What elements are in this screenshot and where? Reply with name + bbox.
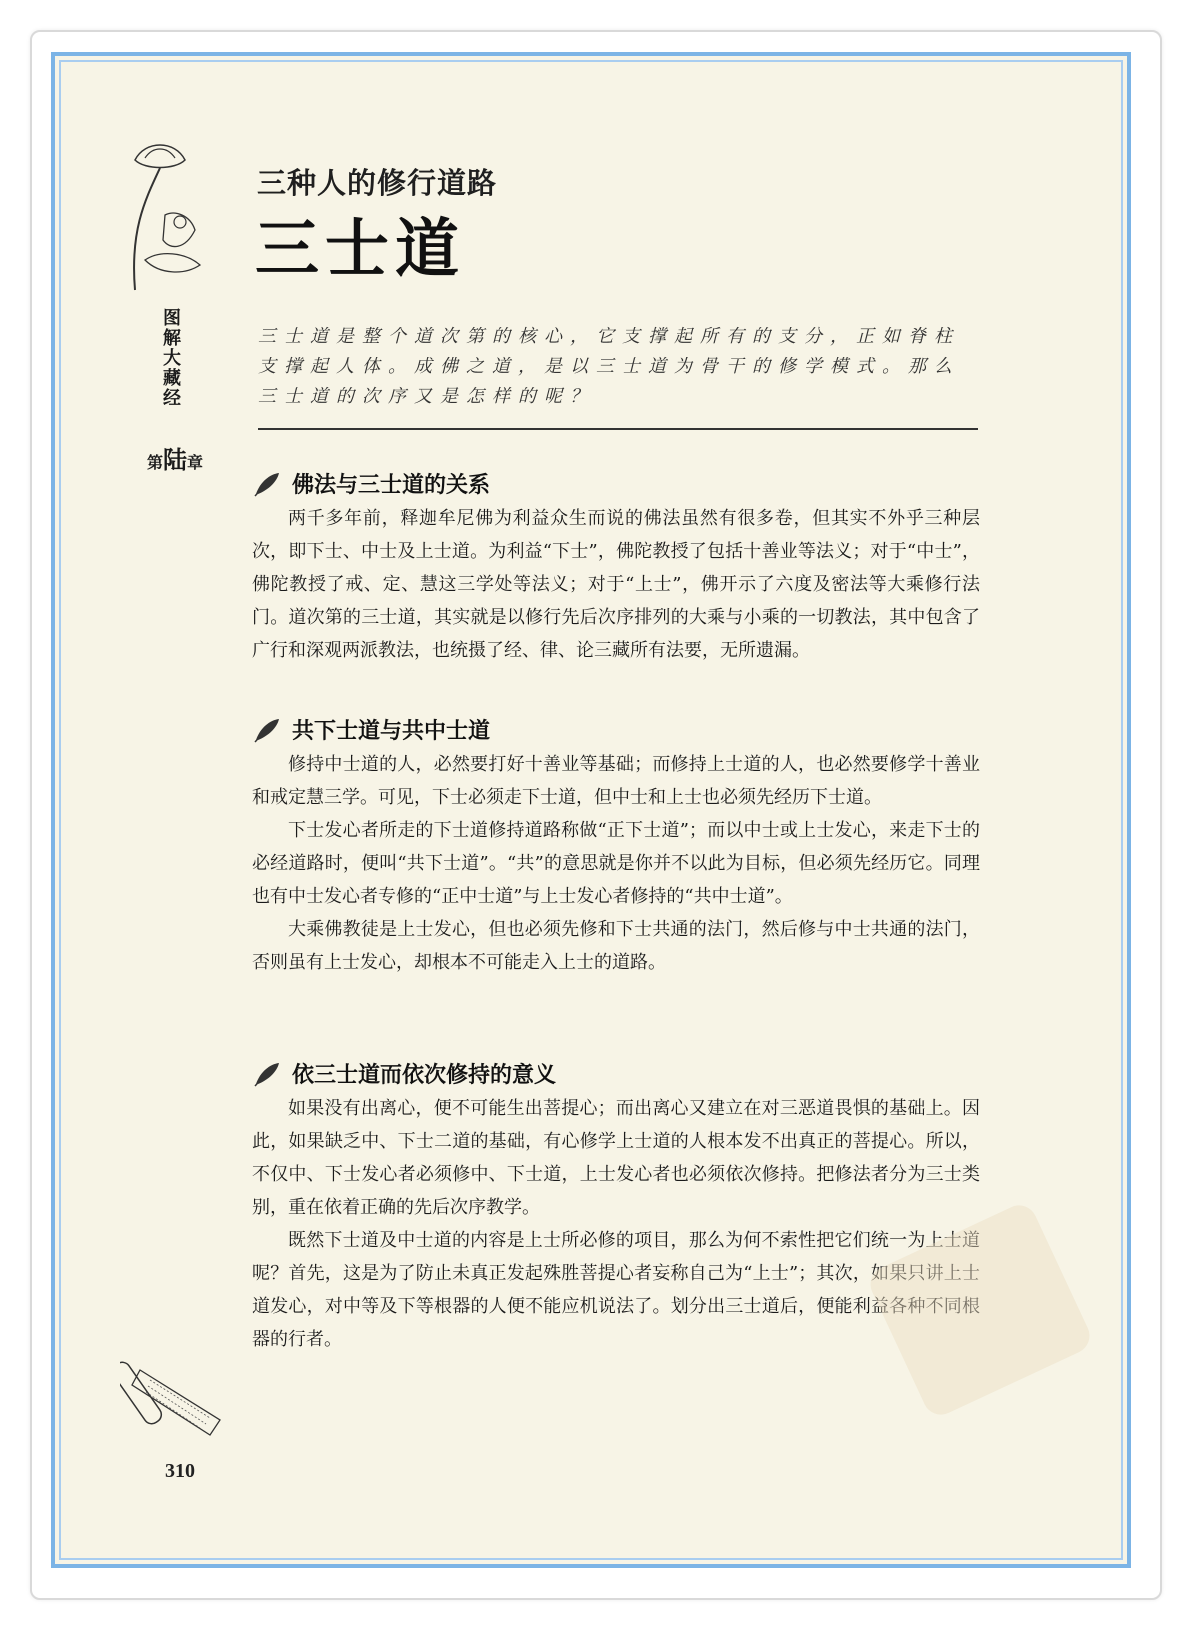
page-kicker: 三种人的修行道路 bbox=[257, 166, 498, 200]
chapter-suffix: 章 bbox=[187, 453, 204, 472]
series-name-part1: 图解 bbox=[160, 308, 181, 348]
series-name-part2: 大藏经 bbox=[160, 348, 181, 408]
chapter-number: 陆 bbox=[163, 446, 187, 474]
paragraph: 下士发心者所走的下士道修持道路称做“正下士道”；而以中士或上士发心，来走下士的必经道路时，便叫“共下士道”。“共”的意思就是你并不以此为目标，但必须先经历它。同理也有中士发心者专修的“正中士道”与上士发心者修持的“共中士道”。 bbox=[252, 820, 980, 907]
paragraph: 既然下士道及中士道的内容是上士所必修的项目，那么为何不索性把它们统一为上士道呢？首先，这是为了防止未真正发起殊胜菩提心者妄称自己为“上士”；其次，如果只讲上士道发心，对中等及下等根器的人便不能应机说法了。划分出三士道后，便能利益各种不同根器的行者。 bbox=[252, 1230, 980, 1350]
paragraph: 大乘佛教徒是上士发心，但也必须先修和下士共通的法门，然后修与中士共通的法门，否则虽有上士发心，却根本不可能走入上士的道路。 bbox=[252, 919, 980, 973]
section-heading-2 bbox=[252, 714, 490, 745]
paragraph: 修持中士道的人，必然要打好十善业等基础；而修持上士道的人，也必然要修学十善业和戒定慧三学。可见，下士必须走下士道，但中士和上士也必须先经历下士道。 bbox=[252, 754, 980, 808]
paragraph: 两千多年前，释迦牟尼佛为利益众生而说的佛法虽然有很多卷，但其实不外乎三种层次，即下士、中士及上士道。为利益“下士”，佛陀教授了包括十善业等法义；对于“中士”，佛陀教授了戒、定、慧这三学处等法义；对于“上士”，佛开示了六度及密法等大乘修行法门。道次第的三士道，其实就是以修行先后次序排列的大乘与小乘的一切教法，其中包含了广行和深观两派教法，也统摄了经、律、论三藏所有法要，无所遗漏。 bbox=[252, 508, 980, 661]
page-number: 310 bbox=[165, 1460, 195, 1482]
lotus-illustration-icon bbox=[115, 140, 210, 300]
chapter-prefix: 第 bbox=[146, 453, 163, 472]
section-heading-1 bbox=[252, 468, 490, 499]
intro-paragraph: 三士道是整个道次第的核心，它支撑起所有的支分，正如脊柱支撑起人体。成佛之道，是以三士道为骨干的修学模式。那么三士道的次序又是怎样的呢？ bbox=[258, 326, 960, 407]
quill-icon bbox=[252, 1060, 282, 1088]
quill-icon bbox=[252, 716, 282, 744]
page-title: 三士道 bbox=[255, 212, 465, 287]
scroll-illustration-icon bbox=[120, 1350, 235, 1440]
section-body-1 bbox=[252, 502, 980, 667]
divider bbox=[258, 428, 978, 430]
series-vertical-label bbox=[150, 308, 190, 408]
section-heading-3 bbox=[252, 1058, 556, 1089]
section-body-3 bbox=[252, 1092, 980, 1356]
section-body-2 bbox=[252, 748, 980, 979]
chapter-marker bbox=[140, 440, 210, 475]
quill-icon bbox=[252, 470, 282, 498]
paragraph: 如果没有出离心，便不可能生出菩提心；而出离心又建立在对三恶道畏惧的基础上。因此，如果缺乏中、下士二道的基础，有心修学上士道的人根本发不出真正的菩提心。所以，不仅中、下士发心者必须修中、下士道，上士发心者也必须依次修持。把修法者分为三士类别，重在依着正确的先后次序教学。 bbox=[252, 1098, 980, 1218]
section-heading-2-text: 共下士道与共中士道 bbox=[292, 719, 491, 744]
section-heading-1-text: 佛法与三士道的关系 bbox=[292, 473, 491, 498]
section-heading-3-text: 依三士道而依次修持的意义 bbox=[292, 1063, 557, 1088]
